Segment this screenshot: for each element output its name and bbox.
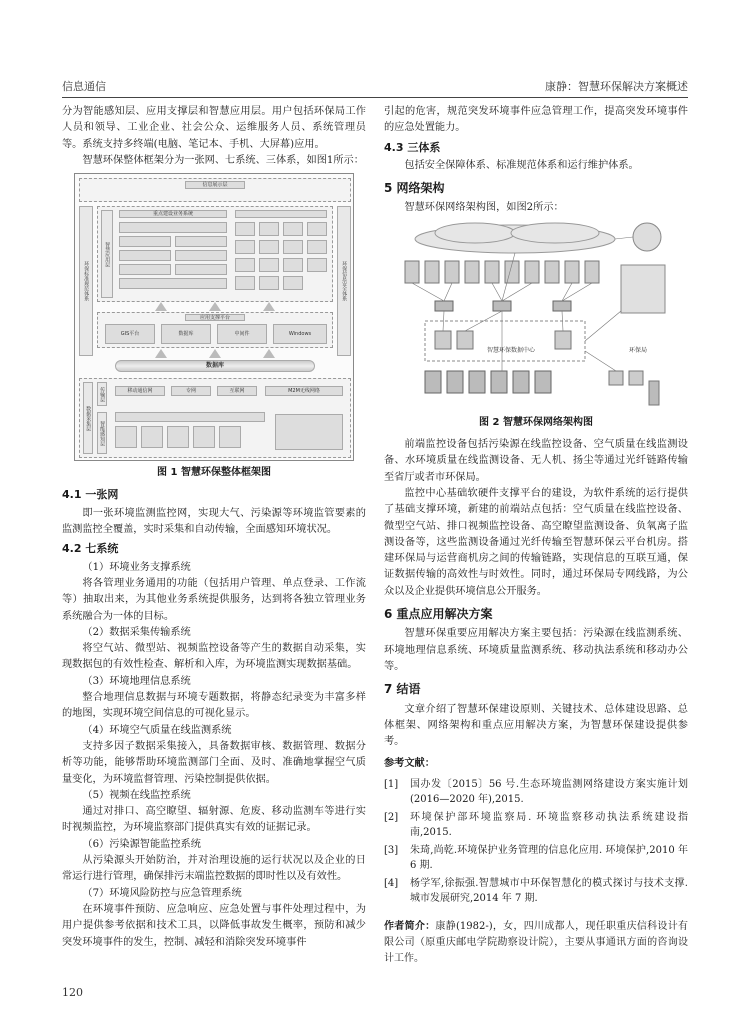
section-4-1-body: 即一张环境监测监控网，实现大气、污染源等环境监管要素的监测监控全覆盖，实时采集和自动传输，全面感知环境状况。 (62, 507, 366, 536)
reference-number: [2] (384, 811, 399, 823)
app-tile (307, 222, 327, 236)
system-item-body: 支持多因子数据采集接入，具备数据审核、数据管理、数据分析等功能，能够帮助环境监测部门全面、及时、准确地掌握空气质量变化，为环境监督管理、污染控制提供依据。 (62, 740, 366, 785)
sensor-box (167, 426, 189, 448)
reference-text: 国办发〔2015〕56 号.生态环境监测网络建设方案实施计划(2016—2020 年),2015. (410, 778, 688, 806)
up-arrow (209, 349, 221, 358)
running-title: 康静：智慧环保解决方案概述 (545, 80, 688, 93)
system-item-body: 将各管理业务通用的功能（包括用户管理、单点登录、工作流等）抽取出来，为其他业务系统提供服务，达到将各独立管理业务系统融合为一体的目标。 (62, 577, 366, 622)
other-monitoring-box (275, 414, 343, 450)
app-tile (307, 258, 327, 272)
workstation-icon (609, 371, 623, 385)
section-4-3-title: 4.3 三体系 (384, 140, 441, 154)
router-icon (553, 301, 571, 311)
system-item-title: （3）环境地理信息系统 (82, 675, 191, 687)
section-5-paragraph-2: 前端监控设备包括污染源在线监控设备、空气质量在线监测设备、水环境质量在线监测设备、无人机、扬尘等通过光纤链路传输至省厅或者市环保局。 (384, 439, 688, 483)
app-box (119, 264, 171, 275)
side-standard-label: 环保标准规范体系 (79, 206, 93, 356)
display-layer-label: 信息展示层 (185, 181, 245, 189)
server-icon (457, 331, 473, 349)
up-arrow (155, 349, 167, 358)
app-tile (307, 240, 327, 254)
app-tile (235, 258, 255, 272)
app-box (175, 236, 227, 247)
reference-text: 朱琦,尚乾.环境保护业务管理的信息化应用. 环境保护,2010 年 6 期. (410, 844, 688, 872)
intro-paragraph-1: 分为智能感知层、应用支撑层和智慧应用层。用户包括环保局工作人员和领导、工业企业、社会公众、运维服务人员、系统管理员等。系统支持多终端(电脑、笔记本、手机、大屏幕)应用。 (62, 106, 366, 150)
app-tile (259, 276, 279, 290)
app-box (175, 264, 227, 275)
globe-icon (633, 223, 661, 251)
page-number: 120 (62, 986, 83, 999)
author-bio (384, 919, 688, 967)
sensor-box (193, 426, 215, 448)
intro-paragraph-2: 智慧环保整体框架分为一张网、七系统、三体系，如图1所示： (82, 154, 364, 166)
device-icon (405, 261, 419, 283)
system-item-title: （6）污染源智能监控系统 (82, 838, 201, 850)
figure-2-network-diagram (395, 221, 677, 411)
database-bar: 数据库 (115, 360, 315, 372)
env-bureau-label: 环保局 (629, 346, 648, 354)
building-icon (621, 265, 665, 313)
section-5-intro: 智慧环保网络架构图，如图2所示： (404, 202, 564, 214)
device-icon (465, 261, 479, 283)
app-tile (235, 240, 255, 254)
page-header (62, 78, 688, 96)
figure-2-caption: 图 2 智慧环保网络架构图 (479, 416, 593, 428)
sensor-box (141, 426, 163, 448)
network-diagram-svg (395, 221, 677, 411)
env-systems-label: 重点建设业务系统 (119, 210, 227, 218)
server-icon (435, 331, 451, 349)
system-item-body: 从污染源头开始防治，并对治理设施的运行状况以及企业的日常运行进行管理，确保排污末端监控数据的即时性以及有效性。 (62, 855, 366, 883)
system-item-title: （7）环境风险防控与应急管理系统 (82, 887, 242, 899)
gis-platform-box: GIS平台 (105, 324, 155, 344)
data-center-label: 智慧环保数据中心 (487, 346, 536, 354)
app-tile (283, 222, 303, 236)
server-icon (535, 371, 551, 393)
app-tile (283, 258, 303, 272)
mobile-network-box: 移动通信网 (115, 386, 165, 396)
device-icon (565, 261, 579, 283)
device-icon (545, 261, 559, 283)
continued-paragraph: 引起的危害，规范突发环境事件应急管理工作，提高突发环境事件的应急处置能力。 (384, 106, 688, 134)
up-arrow (209, 302, 221, 311)
reference-number: [1] (384, 778, 399, 790)
router-icon (493, 301, 511, 311)
reference-text: 环境保护部环境监察局. 环境监察移动执法系统建设指南,2015. (410, 811, 688, 839)
section-6-title: 6 重点应用解决方案 (384, 607, 493, 622)
up-arrow (263, 302, 275, 311)
system-item-body: 整合地理信息数据与环境专题数据，将静态纪录变为丰富多样的地图，实现环境空间信息的可视化显示。 (62, 692, 366, 720)
perception-layer-label: 智能感知层 (97, 412, 107, 454)
system-item-body: 通过对排口、高空瞭望、辐射源、危废、移动监测车等进行实时视频监控，为环境监察部门提供真实有效的证据记录。 (62, 806, 366, 834)
app-tile (259, 258, 279, 272)
section-5-paragraph-3: 监控中心基础软硬件支撑平台的建设，为软件系统的运行提供了基础支撑环境，新建的前端站点包括：空气质量在线监控设备、微型空气站、排口视频监控设备、高空瞭望监测设备、负氧离子监测设备等，这些监测设备通过光纤传输至智慧环保云平台机房。搭建环保局与运营商机房之间的传输链路，实现信息的互联互通，保证数据传输的高效性与时效性。同时，通过环保局专网线路，为公众以及企业提供环境信息公开服务。 (384, 487, 688, 597)
sensor-box (115, 426, 137, 448)
server-icon (447, 371, 463, 393)
section-5-title: 5 网络架构 (384, 181, 445, 196)
section-6-body: 智慧环保重要应用解决方案主要包括：污染源在线监测系统、环境地理信息系统、环境质量监测系统、移动执法系统和移动办公等。 (384, 628, 688, 672)
section-7-title: 7 结语 (384, 682, 421, 697)
reference-item (384, 843, 688, 874)
system-item-title: （5）视频在线监控系统 (82, 789, 191, 801)
figure-1-framework-diagram (74, 173, 354, 461)
database-box: 数据库 (161, 324, 211, 344)
app-box (119, 222, 227, 233)
reference-item (384, 810, 688, 841)
server-icon (513, 371, 529, 393)
up-arrow (263, 349, 275, 358)
right-column (384, 104, 688, 967)
cloud-shape (435, 223, 515, 243)
app-tile (259, 240, 279, 254)
app-group-label (235, 210, 327, 218)
device-icon (445, 261, 459, 283)
app-tile (235, 222, 255, 236)
references-title: 参考文献： (384, 758, 435, 770)
author-bio-label: 作者简介： (384, 920, 436, 932)
system-item-title: （2）数据采集传输系统 (82, 626, 191, 638)
cloud-shape (511, 223, 599, 243)
app-tile (283, 276, 303, 290)
system-item-title: （4）环境空气质量在线监测系统 (82, 724, 232, 736)
app-tile (283, 240, 303, 254)
app-box (119, 250, 171, 261)
author-bio-text: 康静(1982-)，女，四川成都人，现任职重庆信科设计有限公司（原重庆邮电学院勘察设计院），主要从事通讯方面的咨询设计工作。 (384, 920, 688, 964)
server-icon (469, 371, 485, 393)
device-icon (525, 261, 539, 283)
data-collection-label: 数据采集层 (83, 382, 93, 454)
os-box: Windows (273, 324, 327, 344)
device-icon (585, 261, 599, 283)
device-icon (425, 261, 439, 283)
transport-layer-label: 传输层 (97, 382, 107, 406)
section-7-body: 文章介绍了智慧环保建设原则、关键技术、总体建设思路、总体框架、网络架构和重点应用解决方案，为智慧环保建设提供参考。 (384, 703, 688, 748)
m2m-box: M2M无线网络 (265, 386, 343, 396)
server-icon (491, 371, 507, 393)
reference-number: [4] (384, 877, 399, 889)
reference-item (384, 876, 688, 907)
journal-name: 信息通信 (62, 80, 106, 93)
app-box (119, 278, 227, 289)
app-box (175, 250, 227, 261)
system-item-body: 在环境事件预防、应急响应、应急处置与事件处理过程中，为用户提供参考依据和技术工具，以降低事故发生概率，预防和减少突发环境事件的发生，控制、减轻和消除突发环境事件 (62, 903, 366, 948)
middleware-box: 中间件 (217, 324, 267, 344)
system-item-title: （1）环境业务支撑系统 (82, 561, 191, 573)
internet-box: 互联网 (217, 386, 257, 396)
private-network-box: 专网 (171, 386, 211, 396)
section-4-2-title: 4.2 七系统 (62, 542, 119, 556)
left-column (62, 104, 366, 951)
router-icon (435, 301, 453, 311)
workstation-icon (629, 371, 643, 385)
server-icon (649, 381, 659, 405)
sensor-box (219, 426, 241, 448)
app-box (119, 236, 171, 247)
reference-item (384, 777, 688, 808)
server-icon (425, 371, 441, 393)
side-security-label: 环保信息安全体系 (337, 206, 351, 356)
up-arrow (155, 302, 167, 311)
app-tile (235, 276, 255, 290)
app-layer-label: 智慧应用层 (101, 210, 113, 298)
sensing-group-label (115, 412, 265, 422)
figure-1-caption: 图 1 智慧环保整体框架图 (157, 467, 271, 479)
section-4-3-body: 包括安全保障体系、标准规范体系和运行维护体系。 (404, 159, 639, 171)
header-rule (62, 97, 688, 98)
support-platform-label: 应用支撑平台 (185, 314, 245, 321)
server-icon (555, 331, 571, 349)
section-4-1-title: 4.1 一张网 (62, 488, 119, 502)
device-icon (485, 261, 499, 283)
reference-number: [3] (384, 844, 399, 856)
app-tile (259, 222, 279, 236)
reference-text: 杨学军,徐振强.智慧城市中环保智慧化的模式探讨与技术支撑.城市发展研究,2014 年 7 期. (410, 877, 688, 905)
system-item-body: 将空气站、微型站、视频监控设备等产生的数据自动采集，实现数据包的有效性检查、解析和入库，为环境监测实现数据基础。 (62, 643, 366, 671)
